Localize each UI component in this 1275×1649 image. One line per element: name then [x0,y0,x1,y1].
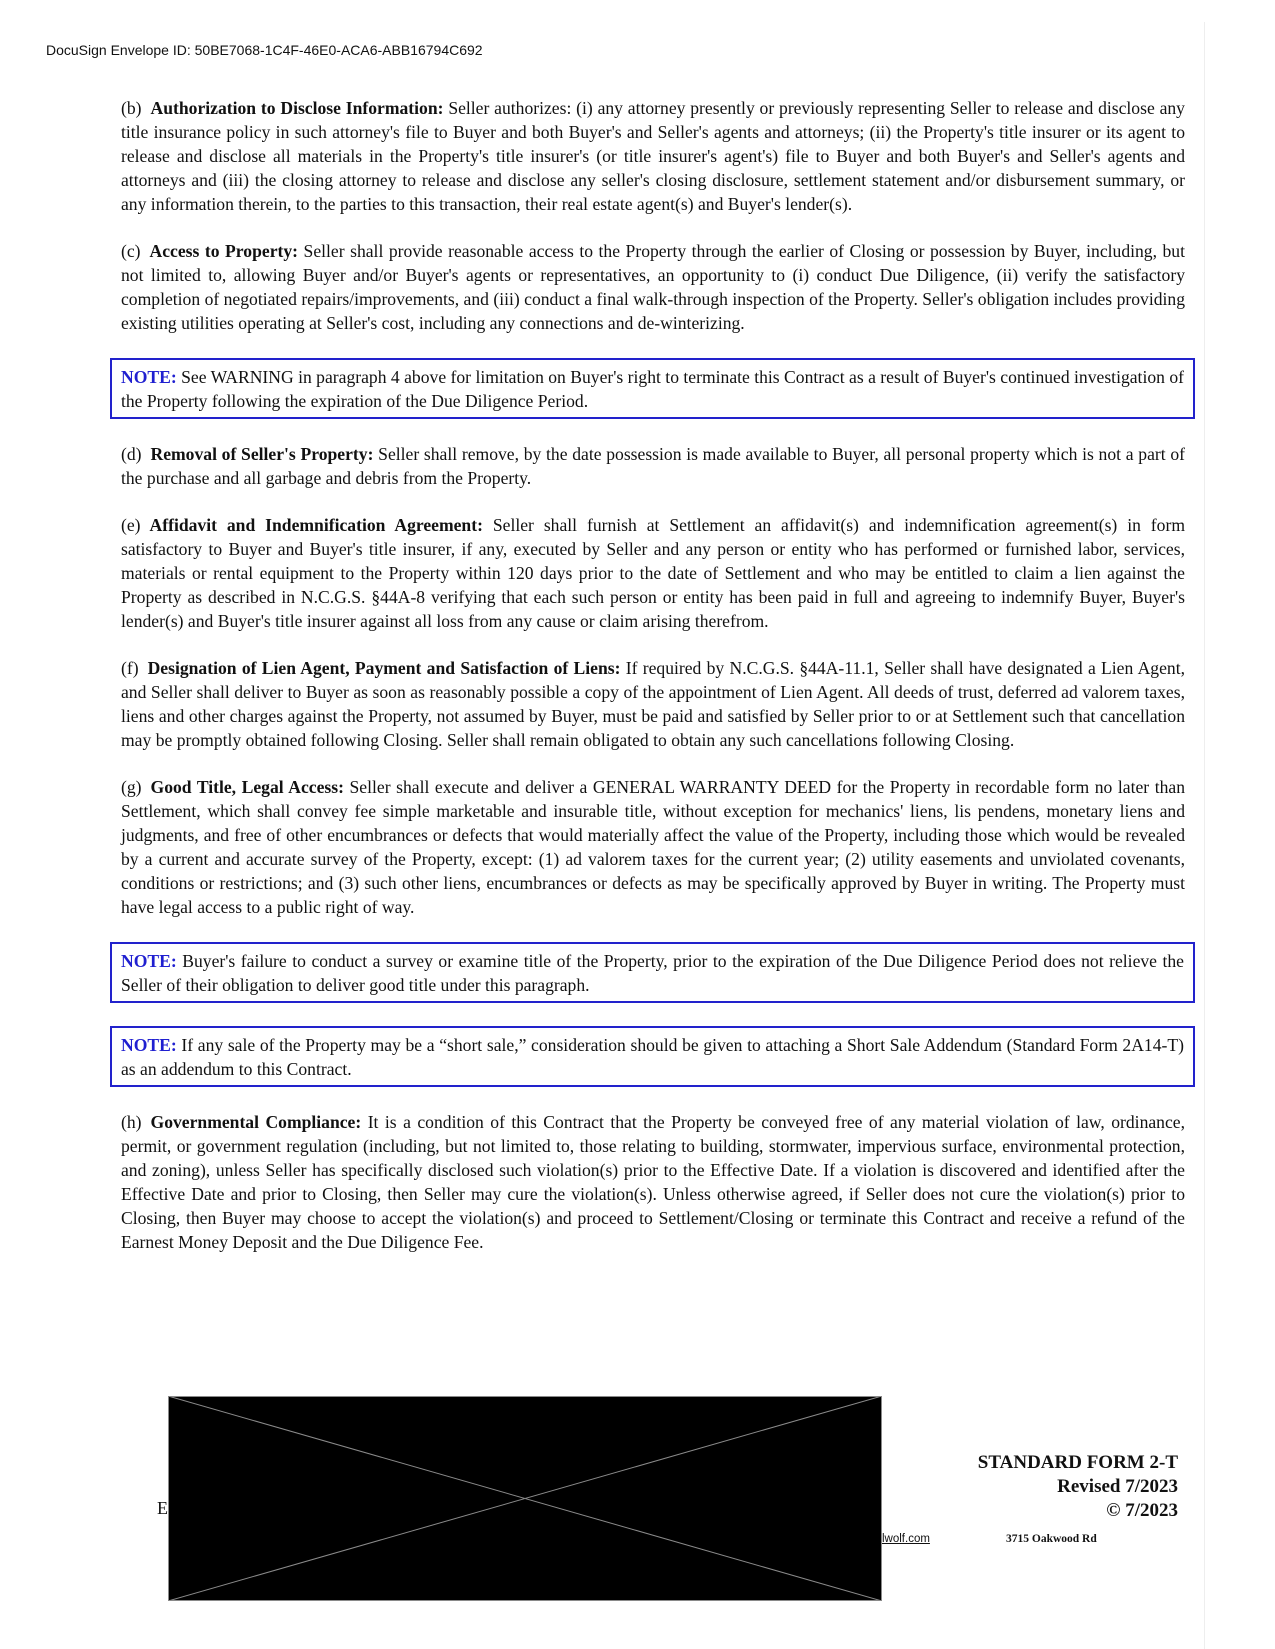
footer-email-link[interactable]: lwolf.com [882,1533,930,1545]
section-b-title: Authorization to Disclose Information: [150,98,444,118]
note-box-warning [110,358,1195,419]
section-d [121,442,1185,490]
section-h-text: It is a condition of this Contract that the Property be conveyed free of any material violation of law, ordinance, permit, or government regulation (including, but not limited to, those relating to building, stormwater, impervious surface, environmental protection, and zoning), unless Seller has specifically disclosed such violation(s) prior to the Effective Date. If a violation is discovered and identified after the Effective Date and prior to Closing, then Seller may cure the violation(s). Unless otherwise agreed, if Seller does not cure the violation(s) prior to Closing, then Buyer may choose to accept the violation(s) and proceed to Settlement/Closing or terminate this Contract and receive a refund of the Earnest Money Deposit and the Due Diligence Fee. [121,1112,1185,1252]
form-identifier [978,1451,1178,1523]
section-f-text: If required by N.C.G.S. §44A-11.1, Seller shall have designated a Lien Agent, and Seller shall deliver to Buyer as soon as reasonably possible a copy of the appointment of Lien Agent. All deeds of trust, deferred ad valorem taxes, liens and other charges against the Property, not assumed by Buyer, must be paid and satisfied by Seller prior to or at Settlement such that cancellation may be promptly obtained following Closing. Seller shall remain obligated to obtain any such cancellations following Closing. [121,658,1186,750]
redaction-cross-icon [168,1396,882,1601]
note-label: NOTE: [121,1035,177,1055]
note-label: NOTE: [121,951,177,971]
section-g [121,775,1185,919]
section-f-label: (f) [121,658,139,678]
section-e-text: Seller shall furnish at Settlement an affidavit(s) and indemnification agreement(s) in form satisfactory to Buyer and Buyer's title insurer, if any, executed by Seller and any person or entity who has performed or furnished labor, services, materials or rental equipment to the Property within 120 days prior to the date of Settlement and who may be entitled to claim a lien against the Property as described in N.C.G.S. §44A-8 verifying that each such person or entity has been paid in full and agreeing to indemnify Buyer, Buyer's lender(s) and Buyer's title insurer against all loss from any cause or claim arising therefrom. [121,515,1186,631]
section-c-label: (c) [121,241,141,261]
section-d-title: Removal of Seller's Property: [150,444,374,464]
footer-left-stub: E [157,1498,168,1518]
section-f-title: Designation of Lien Agent, Payment and Satisfaction of Liens: [147,658,621,678]
section-g-title: Good Title, Legal Access: [150,777,344,797]
section-g-text: Seller shall execute and deliver a GENERAL WARRANTY DEED for the Property in recordable form no later than Settlement, which shall convey fee simple marketable and insurable title, without exception for mechanics' liens, lis pendens, monetary liens and judgments, and free of other encumbrances or defects that would materially affect the value of the Property, including those which would be revealed by a current and accurate survey of the Property, except: (1) ad valorem taxes for the current year; (2) utility easements and unviolated covenants, conditions or restrictions; and (3) such other liens, encumbrances or defects as may be specifically approved by Buyer in writing. The Property must have legal access to a public right of way. [121,777,1185,917]
document-body [121,96,1185,1277]
section-e-title: Affidavit and Indemnification Agreement: [149,515,483,535]
section-b-label: (b) [121,98,142,118]
note-box-short-sale [110,1026,1195,1087]
section-h-title: Governmental Compliance: [150,1112,362,1132]
note-text: See WARNING in paragraph 4 above for limitation on Buyer's right to terminate this Contract as a result of Buyer's continued investigation of the Property following the expiration of the Due Diligence Period. [121,367,1184,411]
note-text: If any sale of the Property may be a “short sale,” consideration should be given to attaching a Short Sale Addendum (Standard Form 2A14-T) as an addendum to this Contract. [121,1035,1184,1079]
section-e-label: (e) [121,515,141,535]
section-c-text: Seller shall provide reasonable access to the Property through the earlier of Closing or possession by Buyer, including, but not limited to, allowing Buyer and/or Buyer's agents or representatives, an opportunity to (i) conduct Due Diligence, (ii) verify the satisfactory completion of negotiated repairs/improvements, and (iii) conduct a final walk-through inspection of the Property. Seller's obligation includes providing existing utilities operating at Seller's cost, including any connections and de-winterizing. [121,241,1185,333]
section-b-text: Seller authorizes: (i) any attorney presently or previously representing Seller to release and disclose any title insurance policy in such attorney's file to Buyer and both Buyer's and Seller's agents and attorneys; (ii) the Property's title insurer or its agent to release and disclose all materials in the Property's title insurer's (or title insurer's agent's) file to Buyer and both Buyer's and Seller's agents and attorneys and (iii) the closing attorney to release and disclose any seller's closing disclosure, settlement statement and/or disbursement summary, or any information therein, to the parties to this transaction, their real estate agent(s) and Buyer's lender(s). [121,98,1185,214]
note-text: Buyer's failure to conduct a survey or examine title of the Property, prior to the expiration of the Due Diligence Period does not relieve the Seller of their obligation to deliver good title under this paragraph. [121,951,1184,995]
section-b [121,96,1185,216]
section-f [121,656,1185,752]
redaction-box [168,1396,882,1601]
section-c-title: Access to Property: [149,241,299,261]
section-h [121,1110,1185,1254]
form-copyright: © 7/2023 [1106,1500,1178,1521]
section-d-label: (d) [121,444,142,464]
section-c [121,239,1185,335]
section-e [121,513,1185,633]
note-box-survey [110,942,1195,1003]
section-g-label: (g) [121,777,142,797]
footer-address: 3715 Oakwood Rd [1006,1533,1097,1545]
envelope-id: DocuSign Envelope ID: 50BE7068-1C4F-46E0-ACA6-ABB16794C692 [46,42,483,58]
note-label: NOTE: [121,367,177,387]
section-h-label: (h) [121,1112,142,1132]
page-edge [1204,22,1205,1649]
form-revised: Revised 7/2023 [1057,1476,1178,1497]
section-d-text: Seller shall remove, by the date possession is made available to Buyer, all personal property which is not a part of the purchase and all garbage and debris from the Property. [121,444,1185,488]
form-name: STANDARD FORM 2-T [977,1452,1178,1473]
